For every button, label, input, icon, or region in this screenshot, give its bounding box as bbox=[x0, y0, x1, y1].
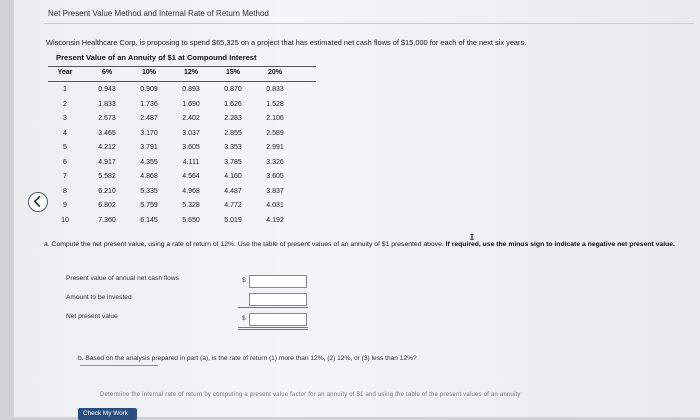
table-cell: 1 bbox=[63, 86, 67, 93]
table-cell: 1.690 bbox=[182, 100, 200, 108]
table-cell: 1.833 bbox=[98, 100, 116, 108]
field-label-pv-cash-flows: Present value of annual net cash flows bbox=[66, 275, 179, 282]
part-a-question bbox=[44, 239, 700, 251]
title-divider bbox=[44, 23, 694, 24]
table-cell: 2.283 bbox=[224, 115, 242, 122]
problem-intro: Wisconsin Healthcare Corp. is proposing to spend $65,325 on a project that has estimated net cash flows of $15,000 for each of the next six years. bbox=[46, 38, 527, 47]
table-row bbox=[48, 115, 318, 127]
table-row bbox=[48, 86, 318, 98]
page-title: Net Present Value Method and Internal Rate of Return Method bbox=[48, 9, 269, 18]
table-cell: 3.353 bbox=[224, 144, 242, 151]
table-cell: 4.111 bbox=[182, 158, 200, 166]
table-cell: 3.837 bbox=[266, 187, 284, 195]
table-cell: 3.465 bbox=[98, 129, 116, 137]
table-cell: 7.360 bbox=[98, 216, 116, 224]
table-title: Present Value of an Annuity of $1 at Compound Interest bbox=[56, 53, 257, 62]
table-cell: 10 bbox=[61, 216, 69, 224]
table-cell: 5.582 bbox=[98, 173, 116, 180]
check-my-work-button[interactable]: Check My Work bbox=[78, 408, 137, 420]
part-a-instruction: If required, use the minus sign to indicate a negative net present value. bbox=[445, 241, 675, 248]
table-cell: 4.487 bbox=[224, 187, 242, 195]
part-b-question: b. Based on the analysis prepared in part (a), is the rate of return (1) more than 12%, (2) 12%, or (3) less than 12%? bbox=[78, 355, 417, 362]
table-cell: 4.160 bbox=[224, 173, 242, 180]
table-cell: 0.870 bbox=[224, 86, 242, 93]
table-cell: 6.210 bbox=[98, 187, 116, 195]
table-row bbox=[48, 217, 318, 229]
double-underline-2 bbox=[238, 329, 308, 330]
table-cell: 4.772 bbox=[224, 202, 242, 209]
table-cell: 3 bbox=[63, 115, 67, 122]
table-cell: 3.037 bbox=[182, 129, 200, 137]
amount-invested-input[interactable] bbox=[249, 293, 307, 306]
part-b-answer-select[interactable] bbox=[80, 365, 158, 366]
double-underline-1 bbox=[238, 327, 308, 328]
table-cell: 4.564 bbox=[182, 173, 200, 180]
table-cell: 7 bbox=[63, 173, 67, 180]
table-cell: 3.326 bbox=[266, 158, 284, 166]
table-row bbox=[48, 159, 318, 171]
table-row bbox=[48, 130, 318, 142]
table-row bbox=[48, 188, 318, 200]
chevron-left-icon bbox=[31, 195, 44, 208]
table-cell: 2.991 bbox=[266, 144, 284, 151]
text-cursor-icon bbox=[469, 234, 475, 240]
npv-input[interactable] bbox=[249, 313, 307, 326]
table-cell: 6.802 bbox=[98, 202, 116, 209]
table-cell: 0.909 bbox=[140, 86, 158, 93]
pv-cash-flows-input[interactable] bbox=[249, 275, 307, 288]
table-cell: 4.868 bbox=[140, 173, 158, 180]
table-row bbox=[48, 173, 318, 185]
table-cell: 6.145 bbox=[140, 216, 158, 224]
table-cell: 3.791 bbox=[140, 144, 158, 151]
table-cell: 4.355 bbox=[140, 158, 158, 166]
table-cell: 4.031 bbox=[266, 202, 284, 209]
table-cell: 8 bbox=[63, 187, 67, 195]
field-label-amount-invested: Amount to be invested bbox=[66, 294, 132, 301]
column-header-6: 6% bbox=[101, 69, 113, 76]
table-cell: 0.943 bbox=[98, 86, 116, 93]
table-cell: 5.328 bbox=[182, 202, 200, 209]
table-cell: 2.487 bbox=[140, 115, 158, 122]
field-prefix-pv: $ bbox=[242, 277, 246, 284]
column-header-year: Year bbox=[57, 69, 73, 76]
faded-instruction: Determine the internal rate of return by computing a present value factor for an annuity of $1 and using the table of the present values of an annuity bbox=[100, 392, 521, 398]
field-label-npv: Net present value bbox=[66, 313, 118, 320]
table-cell: 1.528 bbox=[266, 100, 284, 108]
column-header-12: 12% bbox=[183, 69, 198, 76]
table-cell: 2.673 bbox=[98, 115, 116, 122]
table-cell: 2.106 bbox=[266, 115, 284, 122]
table-cell: 5.759 bbox=[140, 202, 158, 209]
table-cell: 9 bbox=[63, 202, 67, 209]
table-row bbox=[48, 144, 318, 156]
table-cell: 1.626 bbox=[224, 100, 242, 108]
content-panel bbox=[14, 0, 700, 417]
table-cell: 5.019 bbox=[224, 216, 242, 224]
table-cell: 4.968 bbox=[182, 187, 200, 195]
table-cell: 2.589 bbox=[266, 129, 284, 137]
total-underline bbox=[238, 307, 308, 308]
table-cell: 4 bbox=[63, 129, 67, 137]
field-prefix-npv: $ bbox=[242, 315, 246, 322]
table-cell: 2 bbox=[63, 100, 67, 108]
table-cell: 4.212 bbox=[98, 144, 116, 151]
column-header-20: 20% bbox=[267, 69, 282, 76]
table-cell: 5.650 bbox=[182, 216, 200, 224]
table-cell: 3.170 bbox=[140, 129, 158, 137]
table-cell: 0.893 bbox=[182, 86, 200, 93]
table-row bbox=[48, 101, 318, 113]
table-cell: 0.833 bbox=[266, 86, 284, 93]
table-cell: 3.605 bbox=[266, 173, 284, 180]
table-cell: 6 bbox=[63, 158, 67, 166]
table-cell: 4.192 bbox=[266, 216, 284, 224]
back-button[interactable] bbox=[28, 192, 48, 212]
table-row bbox=[48, 202, 318, 214]
part-a-text: a. Compute the net present value, using a rate of return of 12%. Use the table of present values of an annuity of $1 presented above. bbox=[44, 241, 444, 248]
table-cell: 5.335 bbox=[140, 187, 158, 195]
table-cell: 2.402 bbox=[182, 115, 200, 122]
table-cell: 5 bbox=[63, 144, 67, 151]
table-header bbox=[48, 66, 316, 82]
column-header-10: 10% bbox=[141, 69, 156, 76]
table-cell: 2.855 bbox=[224, 129, 242, 137]
table-cell: 3.785 bbox=[224, 158, 242, 166]
column-header-15: 15% bbox=[225, 69, 240, 76]
table-cell: 4.917 bbox=[98, 158, 116, 166]
table-cell: 3.605 bbox=[182, 144, 200, 151]
table-cell: 1.736 bbox=[140, 100, 158, 108]
